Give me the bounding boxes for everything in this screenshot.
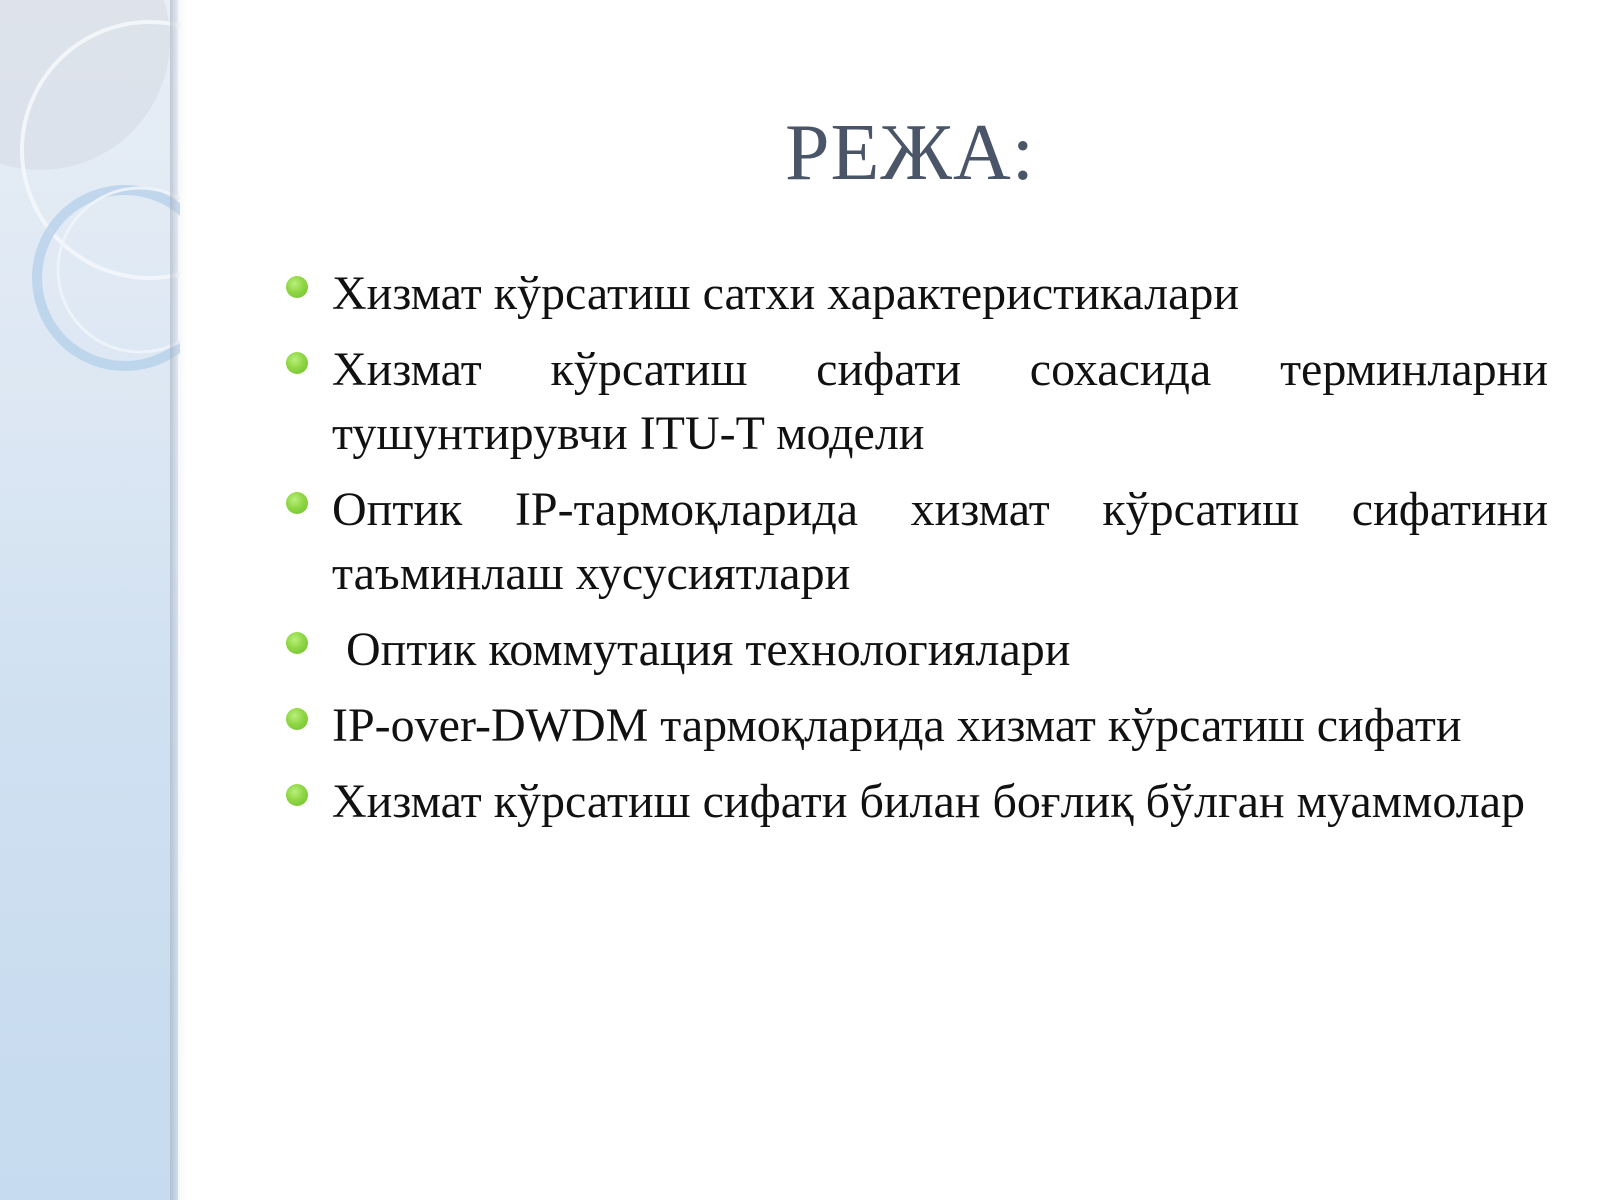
- bullet-item: [280, 262, 1548, 326]
- bullet-dot-icon: [286, 632, 308, 654]
- bullet-dot-icon: [286, 276, 308, 298]
- bullet-text: IP-over-DWDM тармоқларида хизмат кўрсатиш сифати: [332, 699, 1462, 752]
- bullet-text: Оптик IP-тармоқларида хизмат кўрсатиш сифатини таъминлаш хусусиятлари: [332, 483, 1548, 600]
- bullet-item: [280, 478, 1548, 606]
- bullet-text: Хизмат кўрсатиш сифати билан боғлиқ бўлган муаммолар: [332, 775, 1526, 828]
- decorative-rings: [0, 0, 180, 420]
- bullet-dot-icon: [286, 492, 308, 514]
- bullet-item: [280, 618, 1548, 682]
- side-panel-shadow: [170, 0, 186, 1200]
- bullet-dot-icon: [286, 708, 308, 730]
- bullet-dot-icon: [286, 352, 308, 374]
- bullet-dot-icon: [286, 784, 308, 806]
- bullet-list: [280, 262, 1548, 846]
- bullet-text: Хизмат кўрсатиш сифати сохасида терминларни тушунтирувчи ITU-T модели: [332, 343, 1548, 460]
- bullet-item: [280, 338, 1548, 466]
- bullet-text: Оптик коммутация технологиялари: [346, 623, 1071, 676]
- bullet-item: [280, 694, 1548, 758]
- slide-title: РЕЖА:: [784, 109, 1036, 197]
- bullet-text: Хизмат кўрсатиш сатхи характеристикалари: [332, 267, 1240, 320]
- bullet-item: [280, 770, 1548, 834]
